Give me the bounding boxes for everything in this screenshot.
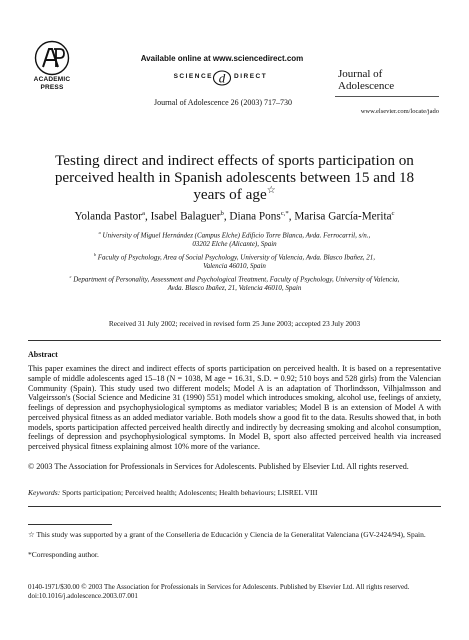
author-name: Diana Pons <box>229 210 281 223</box>
svg-text:d: d <box>218 70 226 86</box>
sciencedirect-logo <box>155 66 295 88</box>
article-title <box>30 152 439 203</box>
author-affiliation-mark: c,* <box>280 210 289 217</box>
affiliation-b: $^b$ Faculty of Psychology, Area of Social Psychology, University of Valencia, Avda. Blasco Ibañez, 21, Valencia 46010, Spain <box>93 252 376 271</box>
issn-copyright <box>28 583 441 601</box>
doi-line[interactable]: doi:10.1016/j.adolescence.2003.07.001 <box>28 592 138 600</box>
issn-line: 0140-1971/$30.00 © 2003 The Association for Professionals in Services for Adolescents. Published by Elsevier Ltd. All rights reserved. <box>28 583 410 591</box>
journal-url[interactable]: www.elsevier.com/locate/jado <box>360 108 439 115</box>
keywords-label: Keywords: <box>28 488 61 497</box>
sciencedirect-d-icon <box>212 66 232 88</box>
journal-name <box>338 68 438 92</box>
publisher-logo-line2: PRESS <box>40 84 64 91</box>
title-footnote-mark[interactable]: ☆ <box>266 184 276 196</box>
title-line-1: Testing direct and indirect effects of sports participation on <box>55 152 414 169</box>
abstract-top-rule <box>28 340 441 341</box>
sciencedirect-right-word: DIRECT <box>234 73 268 80</box>
journal-reference: Journal of Adolescence 26 (2003) 717–730 <box>154 98 292 107</box>
publisher-logo <box>22 40 82 92</box>
footnote-rule <box>28 524 112 525</box>
received-dates: Received 31 July 2002; received in revised form 25 June 2003; accepted 23 July 2003 <box>108 319 361 328</box>
author-list: Yolanda Pastor$^a$, Isabel Balaguer$^b$, Diana Pons$^{c,*}$, Marisa García-Merita$^c$ <box>74 210 395 223</box>
journal-name-line1: Journal of <box>338 68 383 80</box>
abstract-copyright: © 2003 The Association for Professionals in Services for Adolescents. Published by Elsevier Ltd. All rights reserved. <box>28 462 409 471</box>
corresponding-author-footnote: *Corresponding author. <box>28 550 99 559</box>
title-line-3: years of age☆ <box>193 184 276 203</box>
author-name: Isabel Balaguer <box>150 210 221 223</box>
abstract-heading: Abstract <box>28 350 58 359</box>
keywords-list: Sports participation; Perceived health; Adolescents; Health behaviours; LISREL VIII <box>62 488 318 497</box>
abstract-body: This paper examines the direct and indirect effects of sports participation on perceived health. It is based on a representative sample of middle adolescents aged 15–18 (N = 1038, M age = 16.31, S.D. = 0.92; 510 boys and 528 girls) from the Valencian Community (Spain). This study used two different models; Model A is an adaptation of Thorlindsson, Vilhjalmsson and Valgeirsson's (Social Science and Medicine 31 (1990) 551) model which introduces smoking, alcohol use, feelings of anxiety, feelings of depression and psychophysiological symptoms as mediator variables; Model B is an extension of Model A with perceived physical fitness as an added mediator variable. Both models show a good fit to the data. Results showed that, in both models, sports participation affected perceived health directly and indirectly by decreasing smoking and alcohol consumption, feelings of depression and psychophysiological symptoms. In Model B, sport also affected perceived health via increased perceived physical fitness explaining almost 10% more of the variance. <box>28 364 441 451</box>
journal-name-line2: Adolescence <box>338 80 395 92</box>
available-online-text: Available online at www.sciencedirect.com <box>140 54 304 63</box>
funding-footnote: ☆ This study was supported by a grant of the Conselleria de Educación y Ciencia de la Generalitat Valenciana (GV-2424/94), Spain. <box>28 530 426 539</box>
affiliation-c: $^c$ Department of Personality, Assessment and Psychological Treatment, Faculty of Psychology, University of Valencia, Avda. Blasco Ibañez, 21, Valencia 46010, Spain <box>69 274 400 293</box>
author-affiliation-mark: a <box>142 210 145 217</box>
journal-divider <box>335 96 439 97</box>
keywords <box>28 488 441 497</box>
author-name: Marisa García-Merita <box>294 210 392 223</box>
abstract-bottom-rule <box>28 506 441 507</box>
author-name: Yolanda Pastor <box>74 210 142 223</box>
title-line-2: perceived health in Spanish adolescents between 15 and 18 <box>54 169 415 186</box>
sciencedirect-left-word: SCIENCE <box>173 73 213 80</box>
affiliation-a: $^a$ University of Miguel Hernández (Campus Elche) Edificio Torre Blanca, Avda. Ferrocarril, s/n., 03202 Elche (Alicante), Spain <box>98 230 371 249</box>
author-affiliation-mark: c <box>391 210 395 217</box>
publisher-logo-line1: ACADEMIC <box>33 76 71 83</box>
academic-press-emblem-icon <box>34 40 70 76</box>
author-affiliation-mark: b <box>220 210 224 217</box>
